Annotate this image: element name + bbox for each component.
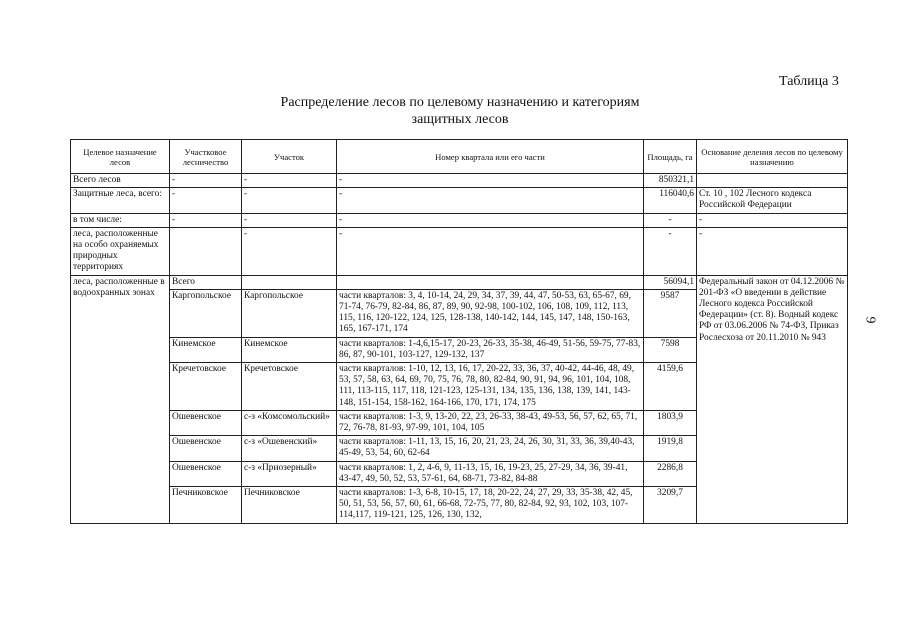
cell-plot: с-з «Ошевенский» [242, 436, 337, 461]
cell-area: 56094,1 [644, 275, 697, 289]
cell-plot: с-з «Приозерный» [242, 461, 337, 486]
table-row-protected-areas [71, 227, 848, 275]
cell-plot [242, 275, 337, 289]
header-basis: Основание деления лесов по целевому назначению [697, 140, 848, 174]
cell-quarters: части кварталов: 1-4,6,15-17, 20-23, 26-33, 35-38, 46-49, 51-56, 59-75, 77-83, 86, 87, 90-101, 103-127, 129-132, 137 [337, 337, 644, 362]
table-header-row [71, 140, 848, 174]
cell-plot: Кречетовское [242, 363, 337, 411]
cell-quarters: - [337, 227, 644, 275]
cell-quarters: части кварталов: 1-3, 9, 13-20, 22, 23, 26-33, 38-43, 49-53, 56, 57, 62, 65, 71, 72, 76-78, 81-93, 97-99, 101, 104, 105 [337, 410, 644, 435]
cell-basis: Федеральный закон от 04.12.2006 № 201-ФЗ «О введении в действие Лесного кодекса Российской Федерации» (ст. 8). Водный кодекс РФ от 03.06.2006 № 74-ФЗ, Приказ Рослесхоза от 20.11.2010 № 943 [697, 275, 848, 523]
table-label: Таблица 3 [779, 74, 839, 89]
header-purpose: Целевое назначение лесов [71, 140, 170, 174]
table-row-including [71, 213, 848, 227]
forest-distribution-table [70, 139, 848, 524]
cell-quarters: части кварталов: 1-10, 12, 13, 16, 17, 20-22, 33, 36, 37, 40-42, 44-46, 48, 49, 53, 57, 58, 63, 64, 69, 70, 75, 76, 78, 80, 82-84, 90, 91, 94, 96, 101, 104, 108, 111, 113-115, 117, 118, 121-123, 125-131, 134, 135, 136, 138, 139, 141, 143-148, 151-154, 158-162, 164-166, 170, 171, 174, 175 [337, 363, 644, 411]
table-row-water-total [71, 275, 848, 289]
cell-quarters: части кварталов: 1-11, 13, 15, 16, 20, 21, 23, 24, 26, 30, 31, 33, 36, 39,40-43, 45-49, 53, 54, 60, 62-64 [337, 436, 644, 461]
cell-purpose: леса, расположенные в водоохранных зонах [71, 275, 170, 523]
table-row-protective [71, 188, 848, 213]
cell-area: 116040,6 [644, 188, 697, 213]
cell-quarters: - [337, 188, 644, 213]
header-forestry: Участковое лесничество [170, 140, 242, 174]
cell-forestry: Каргопольское [170, 289, 242, 337]
header-plot: Участок [242, 140, 337, 174]
cell-forestry: Ошевенское [170, 436, 242, 461]
cell-forestry: Ошевенское [170, 410, 242, 435]
cell-purpose: в том числе: [71, 213, 170, 227]
header-area: Площадь, га [644, 140, 697, 174]
cell-area: 1919,8 [644, 436, 697, 461]
cell-purpose: Защитные леса, всего: [71, 188, 170, 213]
cell-area: 3209,7 [644, 487, 697, 524]
cell-forestry: - [170, 174, 242, 188]
cell-plot: с-з «Комсомольский» [242, 410, 337, 435]
cell-basis: Ст. 10 , 102 Лесного кодекса Российской Федерации [697, 188, 848, 213]
cell-quarters: части кварталов: 1, 2, 4-6, 9, 11-13, 15, 16, 19-23, 25, 27-29, 34, 36, 39-41, 43-47, 49, 50, 52, 53, 57-61, 64, 68-71, 73-82, 84-88 [337, 461, 644, 486]
title-line-2: защитных лесов [411, 112, 509, 127]
table-title [200, 94, 720, 128]
cell-basis: - [697, 213, 848, 227]
cell-quarters: - [337, 213, 644, 227]
cell-area: 4159,6 [644, 363, 697, 411]
cell-area: 7598 [644, 337, 697, 362]
cell-forestry: - [170, 188, 242, 213]
cell-forestry: Кинемское [170, 337, 242, 362]
cell-forestry: Кречетовское [170, 363, 242, 411]
cell-plot: Печниковское [242, 487, 337, 524]
cell-plot: - [242, 188, 337, 213]
cell-plot: - [242, 174, 337, 188]
header-quarters: Номер квартала или его части [337, 140, 644, 174]
cell-forestry [170, 227, 242, 275]
cell-basis [697, 174, 848, 188]
cell-basis: - [697, 227, 848, 275]
cell-forestry: Ошевенское [170, 461, 242, 486]
cell-area: 850321,1 [644, 174, 697, 188]
cell-area: 2286,8 [644, 461, 697, 486]
cell-plot: Кинемское [242, 337, 337, 362]
cell-quarters: - [337, 174, 644, 188]
cell-forestry: - [170, 213, 242, 227]
cell-plot: - [242, 213, 337, 227]
page-number: 9 [862, 316, 878, 324]
cell-purpose: Всего лесов [71, 174, 170, 188]
cell-forestry: Всего [170, 275, 242, 289]
title-line-1: Распределение лесов по целевому назначению и категориям [280, 95, 640, 110]
cell-area: 9587 [644, 289, 697, 337]
cell-plot: - [242, 227, 337, 275]
cell-area: 1803,9 [644, 410, 697, 435]
cell-area: - [644, 227, 697, 275]
cell-plot: Каргопольское [242, 289, 337, 337]
cell-quarters: части кварталов: 3, 4, 10-14, 24, 29, 34, 37, 39, 44, 47, 50-53, 63, 65-67, 69, 71-74, 76-79, 82-84, 86, 87, 89, 90, 92-98, 100-102, 106, 108, 109, 112, 113, 115, 116, 120-122, 124, 125, 128-138, 140-142, 144, 145, 147, 148, 150-163, 165, 167-171, 174 [337, 289, 644, 337]
cell-quarters [337, 275, 644, 289]
cell-area: - [644, 213, 697, 227]
cell-forestry: Печниковское [170, 487, 242, 524]
table-row-total [71, 174, 848, 188]
cell-quarters: части кварталов: 1-3, 6-8, 10-15, 17, 18, 20-22, 24, 27, 29, 33, 35-38, 42, 45, 50, 51, 53, 56, 57, 60, 61, 66-68, 72-75, 77, 80, 82-84, 92, 93, 102, 103, 107-114,117, 119-121, 125, 126, 130, 132, [337, 487, 644, 524]
cell-purpose: леса, расположенные на особо охраняемых природных территориях [71, 227, 170, 275]
